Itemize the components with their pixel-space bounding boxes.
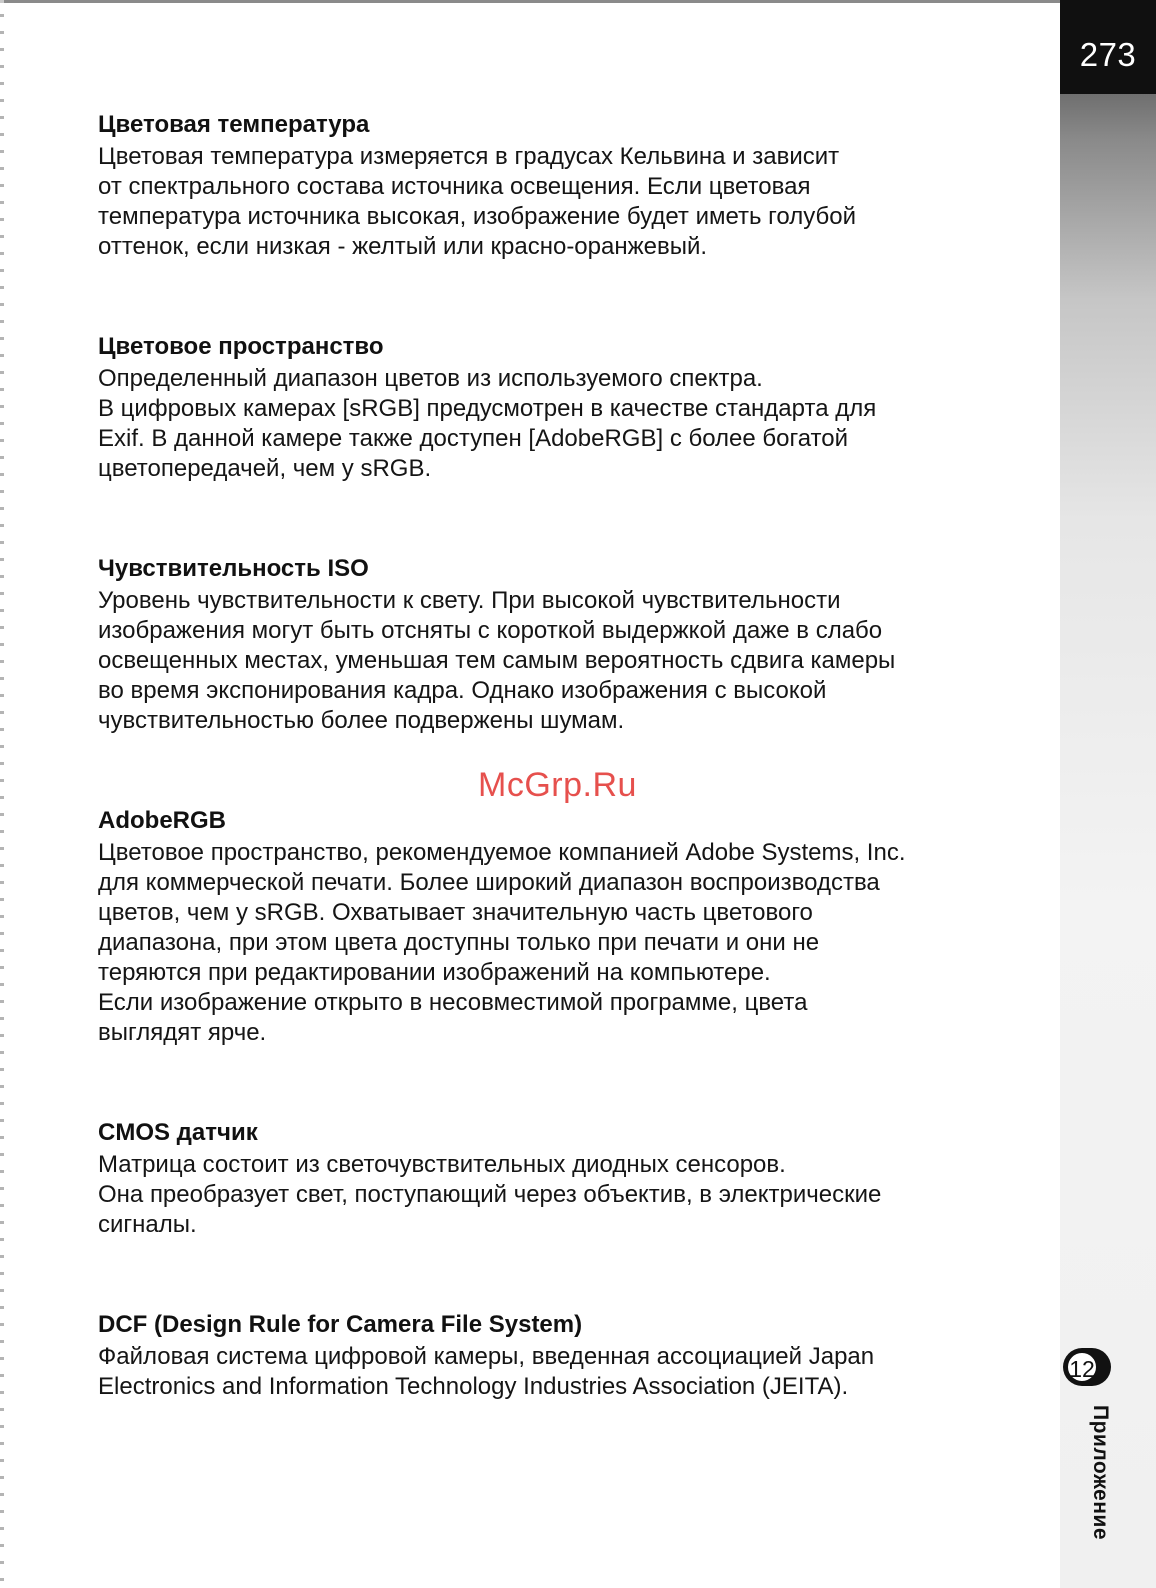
term-description: Определенный диапазон цветов из используемого спектра. В цифровых камерах [sRGB] предусмотрен в качестве стандарта для Exif. В данной камере также доступен [AdobeRGB] с более богатой цветопередачей, чем у sRGB. [98,365,877,482]
glossary-entry-dcf [98,1310,1038,1402]
watermark: McGrp.Ru [478,766,637,804]
glossary-entry-cmos-sensor [98,1118,1038,1240]
page-binding-edge [0,0,4,1588]
term-title: Чувствительность ISO [98,555,369,582]
term-description: Цветовое пространство, рекомендуемое компанией Adobe Systems, Inc. для коммерческой печати. Более широкий диапазон воспроизводства цветов, чем у sRGB. Охватывает значительную часть цветового диапазона, при этом цвета доступны только при печати и они не теряются при редактировании изображений на компьютере. Если изображение открыто в несовместимой программе, цвета выглядят ярче. [98,839,906,1046]
term-title: AdobeRGB [98,807,226,834]
term-title: Цветовое пространство [98,333,384,360]
term-description: Матрица состоит из светочувствительных диодных сенсоров. Она преобразует свет, поступающий через объектив, в электрические сигналы. [98,1151,882,1238]
chapter-number: 12 [1066,1351,1098,1383]
glossary-entry-iso-sensitivity [98,554,1038,736]
glossary-entry-adobergb [98,806,1038,1048]
page-number: 273 [1079,36,1137,73]
top-rule [0,0,1060,3]
glossary-entry-color-temperature [98,110,1038,262]
term-description: Файловая система цифровой камеры, введенная ассоциацией Japan Electronics and Information Technology Industries Association (JEITA). [98,1343,875,1400]
term-title: DCF (Design Rule for Camera File System) [98,1311,583,1338]
term-description: Цветовая температура измеряется в градусах Кельвина и зависит от спектрального состава источника освещения. Если цветовая температура источника высокая, изображение будет иметь голубой оттенок, если низкая - желтый или красно-оранжевый. [98,143,857,260]
term-title: Цветовая температура [98,111,370,138]
chapter-title: Приложение [1089,1405,1112,1541]
glossary-entry-color-space [98,332,1038,484]
term-title: CMOS датчик [98,1119,258,1146]
term-description: Уровень чувствительности к свету. При высокой чувствительности изображения могут быть отсняты с короткой выдержкой даже в слабо освещенных местах, уменьшая тем самым вероятность сдвига камеры во время экспонирования кадра. Однако изображения с высокой чувствительностью более подвержены шумам. [98,587,896,734]
